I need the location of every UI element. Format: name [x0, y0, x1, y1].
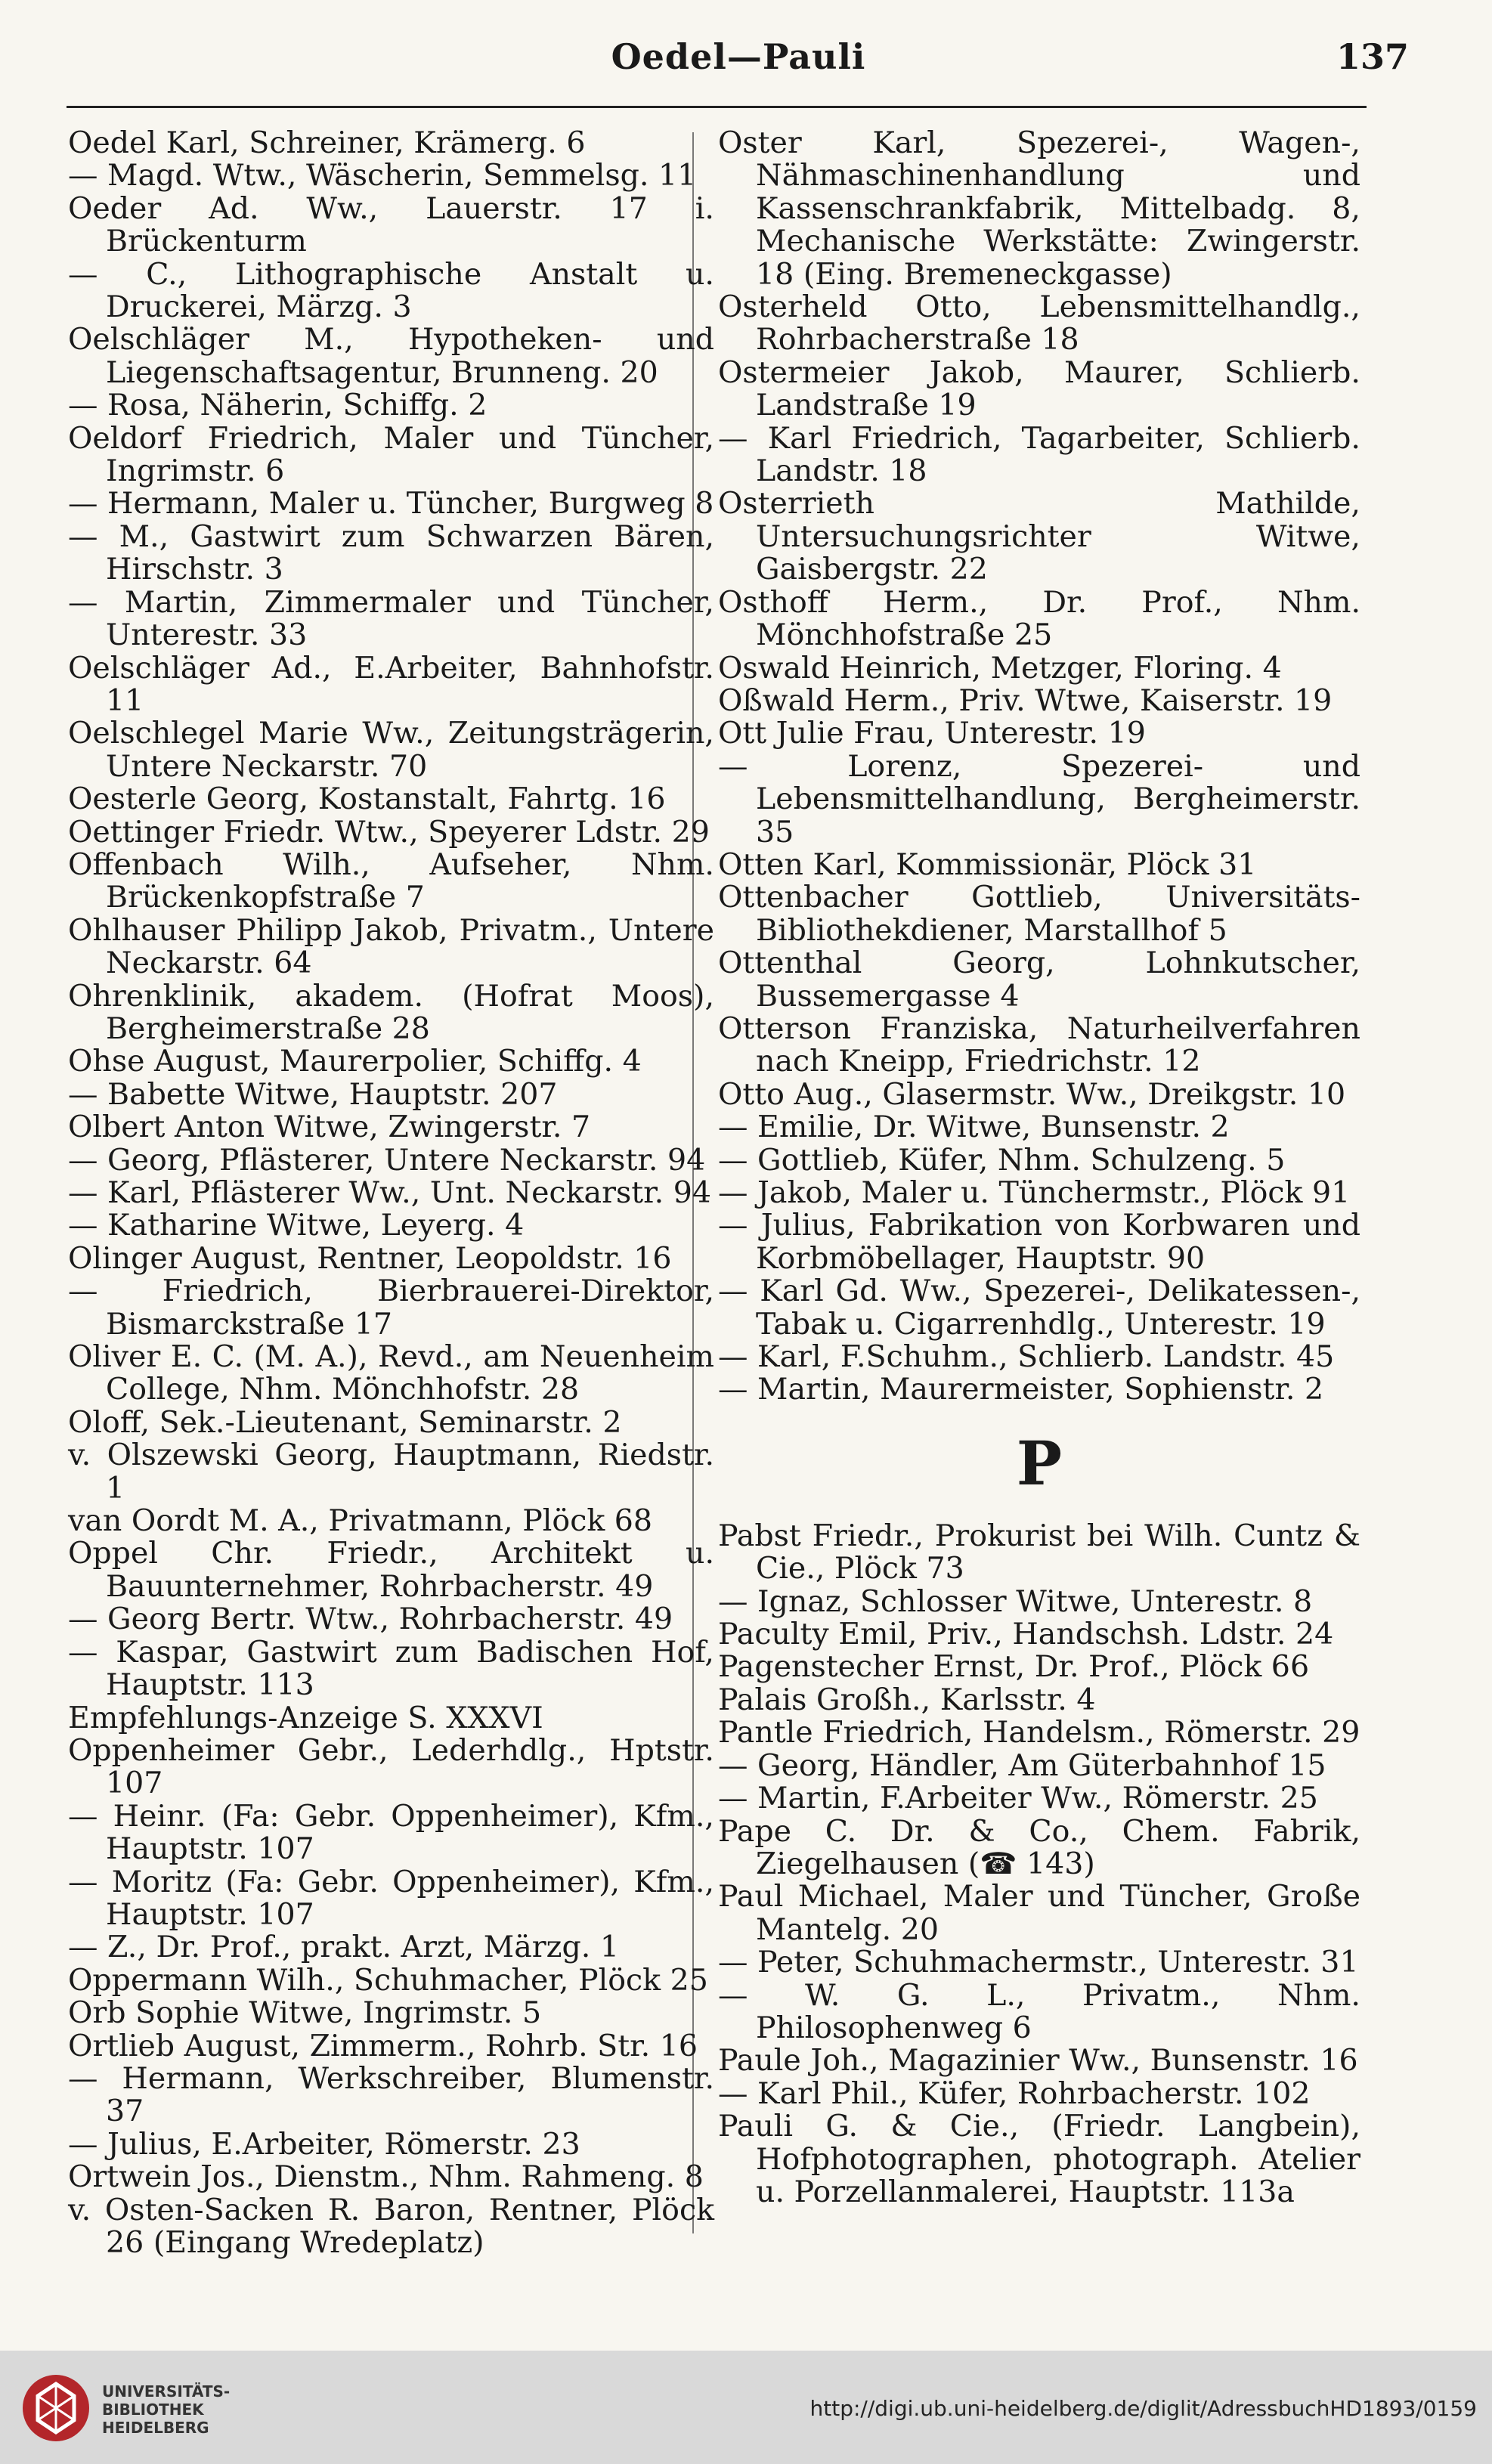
directory-entry: — Karl Friedrich, Tagarbeiter, Schlierb. Landstr. 18 [718, 420, 1360, 489]
directory-entry: — Karl, Pflästerer Ww., Unt. Neckarstr. 94 [68, 1175, 712, 1210]
directory-entry: Ottenbacher Gottlieb, Universitäts-Bibliothekdiener, Marstallhof 5 [718, 880, 1360, 948]
directory-entry: Paculty Emil, Priv., Handschsh. Ldstr. 24 [718, 1617, 1334, 1652]
directory-entry: Otten Karl, Kommissionär, Plöck 31 [718, 847, 1257, 882]
directory-entry: — Hermann, Werkschreiber, Blumenstr. 37 [68, 2060, 714, 2129]
directory-entry: Offenbach Wilh., Aufseher, Nhm. Brückenkopfstraße 7 [68, 847, 714, 915]
directory-entry: Olinger August, Rentner, Leopoldstr. 16 [68, 1240, 672, 1276]
directory-entry: Oswald Heinrich, Metzger, Floring. 4 [718, 650, 1282, 686]
directory-entry: Ohlhauser Philipp Jakob, Privatm., Untere Neckarstr. 64 [68, 912, 714, 981]
directory-entry: Pantle Friedrich, Handelsm., Römerstr. 29 [718, 1715, 1360, 1750]
directory-entry: Oeder Ad. Ww., Lauerstr. 17 i. Brückenturm [68, 190, 714, 259]
directory-entry: — Rosa, Näherin, Schiffg. 2 [68, 388, 488, 423]
directory-entry: van Oordt M. A., Privatmann, Plöck 68 [68, 1503, 653, 1539]
directory-entry: Osthoff Herm., Dr. Prof., Nhm. Mönchhofstraße 25 [718, 584, 1360, 653]
directory-entry: — Karl, F.Schuhm., Schlierb. Landstr. 45 [718, 1339, 1335, 1375]
directory-entry: Pape C. Dr. & Co., Chem. Fabrik, Ziegelhausen (☎ 143) [718, 1813, 1360, 1881]
directory-entry: — Georg, Händler, Am Güterbahnhof 15 [718, 1747, 1326, 1783]
right-column-p-entries [718, 1520, 1360, 2209]
directory-entry: Oppermann Wilh., Schuhmacher, Plöck 25 [68, 1962, 708, 1998]
directory-entry: — Moritz (Fa: Gebr. Oppenheimer), Kfm., Hauptstr. 107 [68, 1864, 714, 1932]
directory-entry: Ottenthal Georg, Lohnkutscher, Bussemergasse 4 [718, 946, 1360, 1014]
directory-entry: Palais Großh., Karlsstr. 4 [718, 1682, 1096, 1717]
directory-entry: Oelschläger Ad., E.Arbeiter, Bahnhofstr. 11 [68, 650, 714, 718]
directory-entry: Oloff, Sek.-Lieutenant, Seminarstr. 2 [68, 1404, 622, 1440]
right-column [718, 127, 1360, 2209]
directory-entry: — Georg Bertr. Wtw., Rohrbacherstr. 49 [68, 1602, 673, 1637]
directory-entry: v. Osten-Sacken R. Baron, Rentner, Plöck 26 (Eingang Wredeplatz) [68, 2192, 714, 2260]
directory-entry: — W. G. L., Privatm., Nhm. Philosophenweg 6 [718, 1977, 1360, 2045]
directory-entry: — Friedrich, Bierbrauerei-Direktor, Bismarckstraße 17 [68, 1274, 714, 1342]
directory-entry: — Karl Gd. Ww., Spezerei-, Delikatessen-, Tabak u. Cigarrenhdlg., Unterestr. 19 [718, 1274, 1360, 1342]
directory-entry: Ostermeier Jakob, Maurer, Schlierb. Landstraße 19 [718, 354, 1360, 423]
directory-entry: Oßwald Herm., Priv. Wtwe, Kaiserstr. 19 [718, 683, 1333, 718]
directory-entry: Pagenstecher Ernst, Dr. Prof., Plöck 66 [718, 1649, 1310, 1685]
directory-entry: Oster Karl, Spezerei-, Wagen-, Nähmaschinenhandlung und Kassenschrankfabrik, Mittelbadg. 8, Mechanische Werkstätte: Zwingerstr. 18 (Eing. Bremeneckgasse) [718, 125, 1360, 292]
left-column [68, 127, 714, 2259]
directory-entry: Paule Joh., Magazinier Ww., Bunsenstr. 16 [718, 2043, 1358, 2079]
directory-entry: — Lorenz, Spezerei- und Lebensmittelhandlung, Bergheimerstr. 35 [718, 748, 1360, 850]
directory-entry: v. Olszewski Georg, Hauptmann, Riedstr. 1 [68, 1438, 714, 1506]
directory-entry: — Katharine Witwe, Leyerg. 4 [68, 1208, 525, 1243]
directory-entry: Paul Michael, Maler und Tüncher, Große Mantelg. 20 [718, 1879, 1360, 1947]
section-letter-p: P [1016, 1427, 1063, 1499]
directory-entry: Oedel Karl, Schreiner, Krämerg. 6 [68, 125, 586, 160]
directory-entry: Oelschlegel Marie Ww., Zeitungsträgerin, Untere Neckarstr. 70 [68, 716, 714, 784]
directory-entry: Otto Aug., Glasermstr. Ww., Dreikgstr. 10 [718, 1076, 1346, 1112]
directory-entry: — Z., Dr. Prof., prakt. Arzt, Märzg. 1 [68, 1930, 619, 1965]
page-header [68, 36, 1409, 89]
header-rule [67, 106, 1367, 108]
library-name: UNIVERSITÄTS- BIBLIOTHEK HEIDELBERG [102, 2382, 231, 2437]
directory-entry: Oliver E. C. (M. A.), Revd., am Neuenheim College, Nhm. Mönchhofstr. 28 [68, 1339, 714, 1407]
directory-entry: — Julius, Fabrikation von Korbwaren und Korbmöbellager, Hauptstr. 90 [718, 1208, 1360, 1276]
directory-entry: Ohrenklinik, akadem. (Hofrat Moos), Bergheimerstraße 28 [68, 978, 714, 1046]
university-library-logo-icon [21, 2373, 91, 2443]
directory-entry: — C., Lithographische Anstalt u. Druckerei, Märzg. 3 [68, 256, 714, 325]
directory-entry: — M., Gastwirt zum Schwarzen Bären, Hirschstr. 3 [68, 518, 714, 587]
directory-entry: — Julius, E.Arbeiter, Römerstr. 23 [68, 2126, 580, 2162]
directory-entry: — Emilie, Dr. Witwe, Bunsenstr. 2 [718, 1110, 1230, 1145]
directory-entry: — Martin, Maurermeister, Sophienstr. 2 [718, 1372, 1324, 1407]
directory-entry: — Karl Phil., Küfer, Rohrbacherstr. 102 [718, 2076, 1311, 2111]
footer-bar [0, 2351, 1492, 2464]
directory-entry: Osterrieth Mathilde, Untersuchungsrichter Witwe, Gaisbergstr. 22 [718, 486, 1360, 587]
directory-entry: — Magd. Wtw., Wäscherin, Semmelsg. 11 [68, 158, 697, 193]
directory-entry: — Babette Witwe, Hauptstr. 207 [68, 1076, 558, 1112]
directory-entry: — Hermann, Maler u. Tüncher, Burgweg 8 [68, 486, 714, 522]
directory-entry: Ohse August, Maurerpolier, Schiffg. 4 [68, 1044, 642, 1079]
directory-entry: — Martin, F.Arbeiter Ww., Römerstr. 25 [718, 1781, 1318, 1816]
directory-entry: Pabst Friedr., Prokurist bei Wilh. Cuntz & Cie., Plöck 73 [718, 1518, 1360, 1586]
directory-entry: — Jakob, Maler u. Tünchermstr., Plöck 91 [718, 1175, 1351, 1210]
directory-entry: — Heinr. (Fa: Gebr. Oppenheimer), Kfm., Hauptstr. 107 [68, 1798, 714, 1867]
directory-entry: Olbert Anton Witwe, Zwingerstr. 7 [68, 1110, 591, 1145]
directory-entry: Ortlieb August, Zimmerm., Rohrb. Str. 16 [68, 2028, 698, 2063]
page-title: Oedel—Pauli [611, 36, 866, 77]
right-column-o-entries [718, 127, 1360, 1407]
page-number: 137 [1336, 36, 1409, 77]
directory-entry: Otterson Franziska, Naturheilverfahren nach Kneipp, Friedrichstr. 12 [718, 1011, 1360, 1079]
directory-entry: — Gottlieb, Küfer, Nhm. Schulzeng. 5 [718, 1142, 1286, 1178]
directory-entry: — Martin, Zimmermaler und Tüncher, Unterestr. 33 [68, 584, 714, 653]
directory-entry: — Georg, Pflästerer, Untere Neckarstr. 94 [68, 1142, 706, 1178]
directory-entry: Oppel Chr. Friedr., Architekt u. Bauunternehmer, Rohrbacherstr. 49 [68, 1536, 714, 1604]
directory-entry: Oettinger Friedr. Wtw., Speyerer Ldstr. 29 [68, 814, 710, 850]
directory-entry: — Peter, Schuhmachermstr., Unterestr. 31 [718, 1945, 1359, 1980]
directory-entry: Oelschläger M., Hypotheken- und Liegenschaftsagentur, Brunneng. 20 [68, 322, 714, 390]
directory-entry: Oeldorf Friedrich, Maler und Tüncher, Ingrimstr. 6 [68, 420, 714, 489]
directory-entry: Oppenheimer Gebr., Lederhdlg., Hptstr. 107 [68, 1732, 714, 1801]
directory-entry: Empfehlungs-Anzeige S. XXXVI [68, 1700, 543, 1735]
directory-entry: Ortwein Jos., Dienstm., Nhm. Rahmeng. 8 [68, 2159, 704, 2195]
directory-entry: Osterheld Otto, Lebensmittelhandlg., Rohrbacherstraße 18 [718, 289, 1360, 358]
directory-entry: — Kaspar, Gastwirt zum Badischen Hof, Hauptstr. 113 [68, 1634, 714, 1703]
directory-entry: Orb Sophie Witwe, Ingrimstr. 5 [68, 1995, 542, 2031]
directory-entry: Pauli G. & Cie., (Friedr. Langbein), Hofphotographen, photograph. Atelier u. Porzellanmalerei, Hauptstr. 113a [718, 2109, 1360, 2209]
source-url[interactable]: http://digi.ub.uni-heidelberg.de/diglit/AdressbuchHD1893/0159 [809, 2396, 1477, 2421]
directory-entry: — Ignaz, Schlosser Witwe, Unterestr. 8 [718, 1583, 1313, 1619]
directory-entry: Ott Julie Frau, Unterestr. 19 [718, 716, 1146, 751]
directory-entry: Oesterle Georg, Kostanstalt, Fahrtg. 16 [68, 782, 666, 817]
